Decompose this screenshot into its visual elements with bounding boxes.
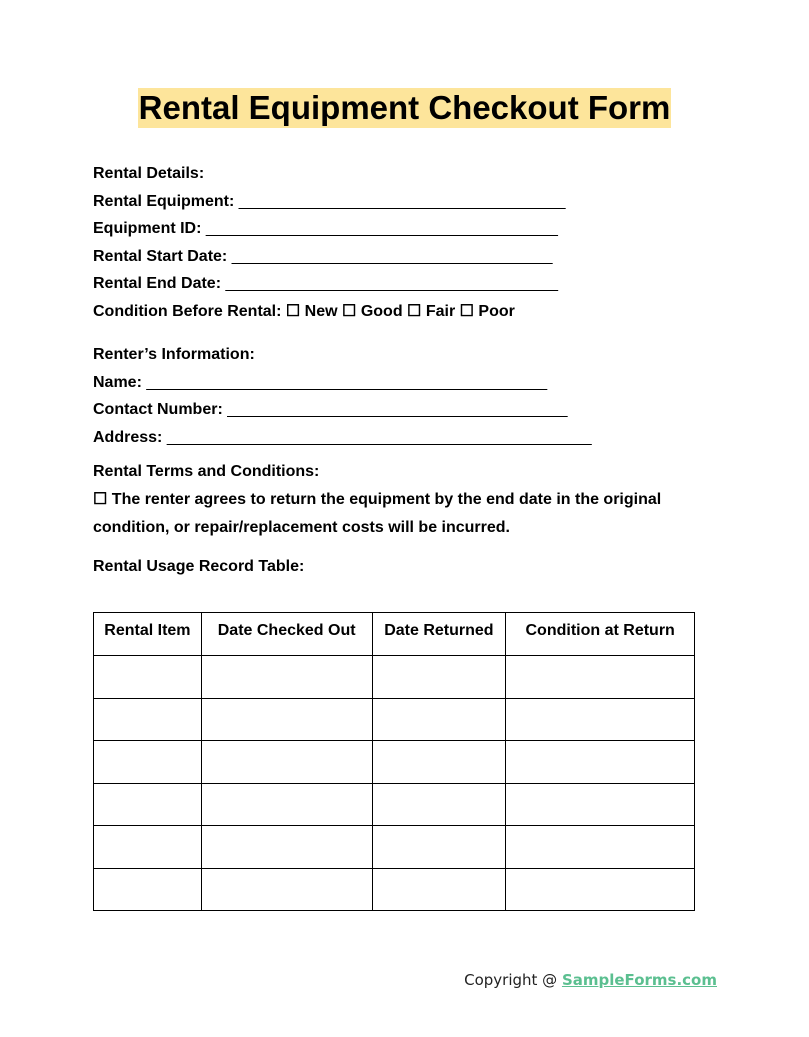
condition-option-poor[interactable]: ☐ Poor	[459, 302, 515, 320]
table-cell[interactable]	[94, 656, 202, 699]
table-cell[interactable]	[94, 826, 202, 869]
table-cell[interactable]	[372, 783, 506, 826]
rental-start-date-row	[93, 243, 713, 271]
table-row	[94, 826, 695, 869]
rental-equipment-row	[93, 188, 713, 216]
title-container	[0, 88, 809, 128]
contact-number-row	[93, 396, 713, 424]
table-cell[interactable]	[372, 826, 506, 869]
rental-equipment-field[interactable]: ________________________________________	[238, 192, 565, 210]
condition-before-rental-row	[93, 298, 713, 326]
table-cell[interactable]	[201, 698, 372, 741]
table-cell[interactable]	[506, 826, 695, 869]
condition-option-good[interactable]: ☐ Good	[342, 302, 403, 320]
rental-start-date-label: Rental Start Date:	[93, 247, 228, 265]
terms-paragraph	[93, 486, 693, 542]
address-label: Address:	[93, 428, 163, 446]
table-cell[interactable]	[506, 698, 695, 741]
table-cell[interactable]	[94, 698, 202, 741]
address-row	[93, 424, 713, 452]
renter-name-label: Name:	[93, 373, 142, 391]
column-header-date-checked-out: Date Checked Out	[201, 613, 372, 656]
page-title: Rental Equipment Checkout Form	[138, 89, 671, 126]
table-cell[interactable]	[506, 656, 695, 699]
renter-info-heading: Renter’s Information:	[93, 346, 255, 363]
renter-name-row	[93, 369, 713, 397]
form-body	[93, 160, 713, 580]
equipment-id-row	[93, 215, 713, 243]
table-row	[94, 656, 695, 699]
rental-usage-record-table	[93, 612, 695, 911]
condition-option-new[interactable]: ☐ New	[285, 302, 338, 320]
address-field[interactable]: ________________________________________________	[166, 428, 592, 446]
rental-end-date-label: Rental End Date:	[93, 275, 222, 292]
table-row	[94, 741, 695, 784]
usage-table-heading: Rental Usage Record Table:	[93, 557, 305, 575]
terms-checkbox[interactable]: ☐	[93, 490, 108, 508]
table-body	[94, 656, 695, 911]
table-row	[94, 698, 695, 741]
terms-text: The renter agrees to return the equipment by the end date in the original condition, or repair/replacement costs will be incurred.	[93, 490, 662, 536]
equipment-id-field[interactable]: ________________________________________	[205, 220, 558, 237]
rental-end-date-field[interactable]: ________________________________________	[225, 275, 558, 292]
table-cell[interactable]	[201, 741, 372, 784]
condition-before-rental-label: Condition Before Rental:	[93, 302, 282, 320]
renter-name-field[interactable]: __________________________________________________	[146, 373, 547, 391]
table-cell[interactable]	[506, 868, 695, 911]
table-cell[interactable]	[372, 868, 506, 911]
table-cell[interactable]	[506, 783, 695, 826]
terms-heading: Rental Terms and Conditions:	[93, 463, 320, 480]
equipment-id-label: Equipment ID:	[93, 220, 202, 237]
rental-start-date-field[interactable]: ________________________________________	[231, 247, 552, 265]
table-row	[94, 868, 695, 911]
copyright-footer	[464, 971, 717, 989]
copyright-prefix: Copyright @	[464, 971, 562, 989]
table-cell[interactable]	[201, 868, 372, 911]
contact-number-field[interactable]: ________________________________________	[227, 401, 568, 418]
table-cell[interactable]	[201, 656, 372, 699]
table-cell[interactable]	[372, 741, 506, 784]
condition-option-fair[interactable]: ☐ Fair	[407, 302, 456, 320]
table-header-row	[94, 613, 695, 656]
column-header-date-returned: Date Returned	[372, 613, 506, 656]
table-cell[interactable]	[372, 656, 506, 699]
column-header-rental-item: Rental Item	[94, 613, 202, 656]
sampleforms-link[interactable]: SampleForms.com	[561, 971, 717, 989]
table-cell[interactable]	[94, 783, 202, 826]
contact-number-label: Contact Number:	[93, 401, 223, 418]
rental-end-date-row	[93, 270, 713, 298]
table-cell[interactable]	[94, 868, 202, 911]
table-cell[interactable]	[506, 741, 695, 784]
rental-equipment-label: Rental Equipment:	[93, 192, 235, 210]
rental-details-heading: Rental Details:	[93, 165, 205, 182]
table-cell[interactable]	[372, 698, 506, 741]
column-header-condition-at-return: Condition at Return	[506, 613, 695, 656]
table-row	[94, 783, 695, 826]
table-cell[interactable]	[94, 741, 202, 784]
table-cell[interactable]	[201, 826, 372, 869]
table-cell[interactable]	[201, 783, 372, 826]
